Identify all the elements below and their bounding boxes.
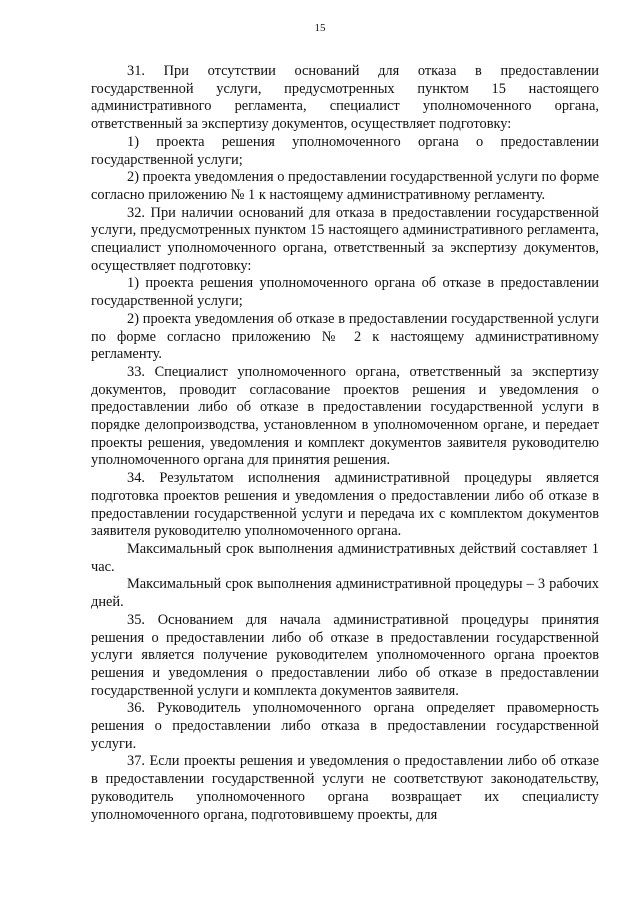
- paragraph-34: 34. Результатом исполнения административной процедуры является подготовка проектов решения и уведомления о предоставлении либо об отказе в предоставлении государственной услуги и передача их с комплектом документов заявителя руководителю уполномоченного органа.: [91, 470, 599, 540]
- paragraph-34-procedure-time: Максимальный срок выполнения административной процедуры – 3 рабочих дней.: [91, 576, 599, 611]
- paragraph-33: 33. Специалист уполномоченного органа, ответственный за экспертизу документов, проводит согласование проектов решения и уведомления о предоставлении либо об отказе в предоставлении государственной услуги в порядке делопроизводства, установленном в уполномоченном органе, и передает проекты решения, уведомления и комплект документов заявителя руководителю уполномоченного органа для принятия решения.: [91, 363, 599, 469]
- paragraph-31-item-2: 2) проекта уведомления о предоставлении государственной услуги по форме согласно приложению № 1 к настоящему административному регламенту.: [91, 169, 599, 203]
- paragraph-35: 35. Основанием для начала административной процедуры принятия решения о предоставлении либо об отказе в предоставлении государственной услуги является получение руководителем уполномоченного органа проектов решения и уведомления о предоставлении либо об отказе в предоставлении государственной услуги и комплекта документов заявителя.: [91, 611, 599, 699]
- paragraph-31: 31. При отсутствии оснований для отказа в предоставлении государственной услуги, предусмотренных пунктом 15 настоящего административного регламента, специалист уполномоченного органа, ответственный за экспертизу документов, осуществляет подготовку:: [91, 63, 599, 133]
- document-body: [91, 63, 599, 824]
- paragraph-37: 37. Если проекты решения и уведомления о предоставлении либо об отказе в предоставлении государственной услуги не соответствуют законодательству, руководитель уполномоченного органа возвращает их специалисту уполномоченного органа, подготовившему проекты, для: [91, 753, 599, 823]
- paragraph-36: 36. Руководитель уполномоченного органа определяет правомерность решения о предоставлении либо отказа в предоставлении государственной услуги.: [91, 700, 599, 752]
- paragraph-32-item-2: 2) проекта уведомления об отказе в предоставлении государственной услуги по форме согласно приложению № 2 к настоящему административному регламенту.: [91, 310, 599, 363]
- paragraph-34-actions-time: Максимальный срок выполнения административных действий составляет 1 час.: [91, 540, 599, 575]
- paragraph-32-item-1: 1) проекта решения уполномоченного органа об отказе в предоставлении государственной услуги;: [91, 275, 599, 310]
- paragraph-31-item-1: 1) проекта решения уполномоченного органа о предоставлении государственной услуги;: [91, 133, 599, 168]
- page-number: 15: [314, 22, 326, 34]
- paragraph-32: 32. При наличии оснований для отказа в предоставлении государственной услуги, предусмотренных пунктом 15 настоящего административного регламента, специалист уполномоченного органа, ответственный за экспертизу документов, осуществляет подготовку:: [91, 204, 599, 274]
